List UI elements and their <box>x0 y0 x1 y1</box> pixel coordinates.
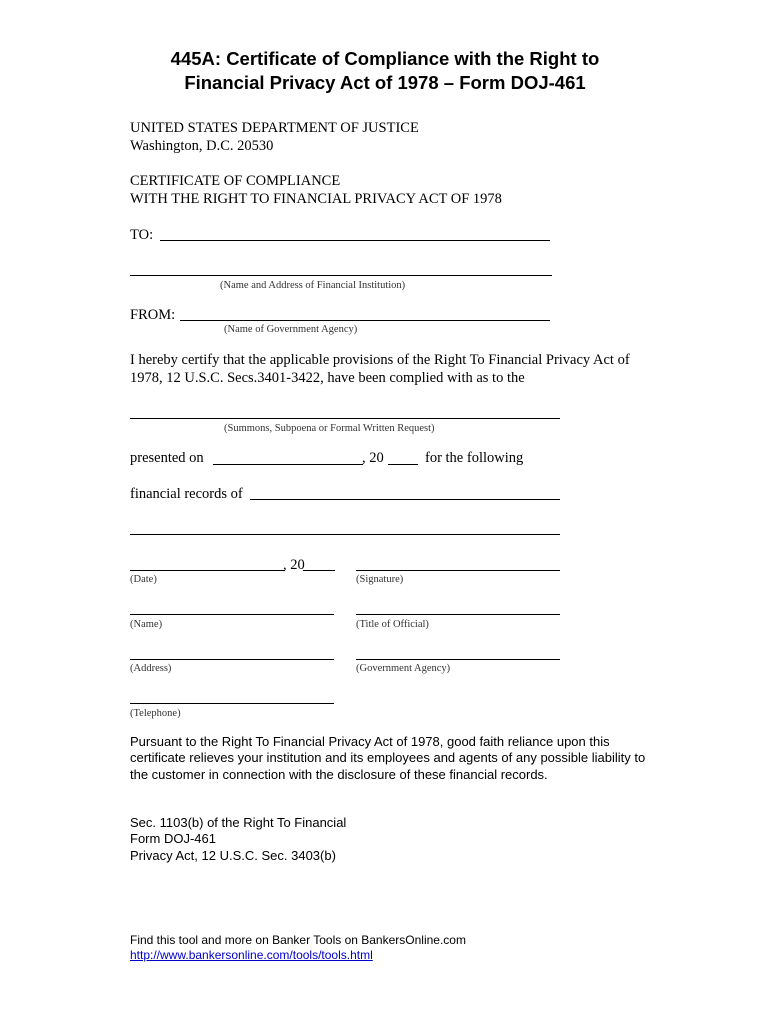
citation-block <box>130 815 650 864</box>
financial-records-label: financial records of <box>130 486 243 502</box>
reliance-statement: Pursuant to the Right To Financial Privacy Act of 1978, good faith reliance upon this certificate relieves your institution and its employees and agents of any possible liability to the customer in connection with the disclosure of these financial records. <box>130 734 646 782</box>
address-field[interactable] <box>130 659 334 660</box>
financial-records-field-2[interactable] <box>130 534 560 535</box>
official-title-field[interactable] <box>356 614 560 615</box>
from-label: FROM: <box>130 307 176 323</box>
title-line-2: Financial Privacy Act of 1978 – Form DOJ-461 <box>184 72 586 93</box>
presented-date-field[interactable] <box>213 464 363 465</box>
presented-year-prefix: , 20 <box>362 450 384 466</box>
footer-text: Find this tool and more on Banker Tools on BankersOnline.com <box>130 933 466 947</box>
government-agency-field[interactable] <box>356 659 560 660</box>
to-label: TO: <box>130 227 154 243</box>
footer-link[interactable]: http://www.bankersonline.com/tools/tools.html <box>130 948 373 962</box>
agency-name: UNITED STATES DEPARTMENT OF JUSTICE <box>130 120 419 136</box>
summons-caption: (Summons, Subpoena or Formal Written Request) <box>224 423 435 434</box>
agency-address: Washington, D.C. 20530 <box>130 138 274 154</box>
signature-caption: (Signature) <box>356 574 404 585</box>
from-caption: (Name of Government Agency) <box>224 324 358 335</box>
summons-field-line[interactable] <box>130 418 560 419</box>
date-caption: (Date) <box>130 574 157 585</box>
name-field[interactable] <box>130 614 334 615</box>
certificate-heading-2: WITH THE RIGHT TO FINANCIAL PRIVACY ACT OF 1978 <box>130 191 502 207</box>
footer <box>130 933 466 963</box>
for-following-label: for the following <box>425 450 524 466</box>
telephone-field[interactable] <box>130 703 334 704</box>
signature-field[interactable] <box>356 570 560 571</box>
to-field-line-2[interactable] <box>130 275 552 276</box>
to-field-line-1[interactable] <box>160 240 550 241</box>
title-line-1: 445A: Certificate of Compliance with the Right to <box>170 48 600 69</box>
certificate-heading-1: CERTIFICATE OF COMPLIANCE <box>130 173 341 189</box>
date-year-field[interactable] <box>303 570 335 571</box>
certify-paragraph: I hereby certify that the applicable provisions of the Right To Financial Privacy Act of 1978, 12 U.S.C. Secs.3401-3422, have been complied with as to the <box>130 352 630 386</box>
address-caption: (Address) <box>130 663 172 674</box>
financial-records-field[interactable] <box>250 499 560 500</box>
date-field[interactable] <box>130 570 285 571</box>
citation-line-1: Sec. 1103(b) of the Right To Financial <box>130 815 347 830</box>
name-caption: (Name) <box>130 619 163 630</box>
government-agency-caption: (Government Agency) <box>356 663 451 674</box>
presented-year-field[interactable] <box>388 464 418 465</box>
from-field-line[interactable] <box>180 320 550 321</box>
official-title-caption: (Title of Official) <box>356 619 429 630</box>
date-year-prefix: , 20 <box>283 557 305 573</box>
to-caption: (Name and Address of Financial Institution) <box>220 280 406 291</box>
telephone-caption: (Telephone) <box>130 708 181 719</box>
citation-line-3: Privacy Act, 12 U.S.C. Sec. 3403(b) <box>130 847 336 863</box>
document-title <box>0 47 770 95</box>
citation-line-2: Form DOJ-461 <box>130 831 216 847</box>
presented-on-label: presented on <box>130 450 204 466</box>
